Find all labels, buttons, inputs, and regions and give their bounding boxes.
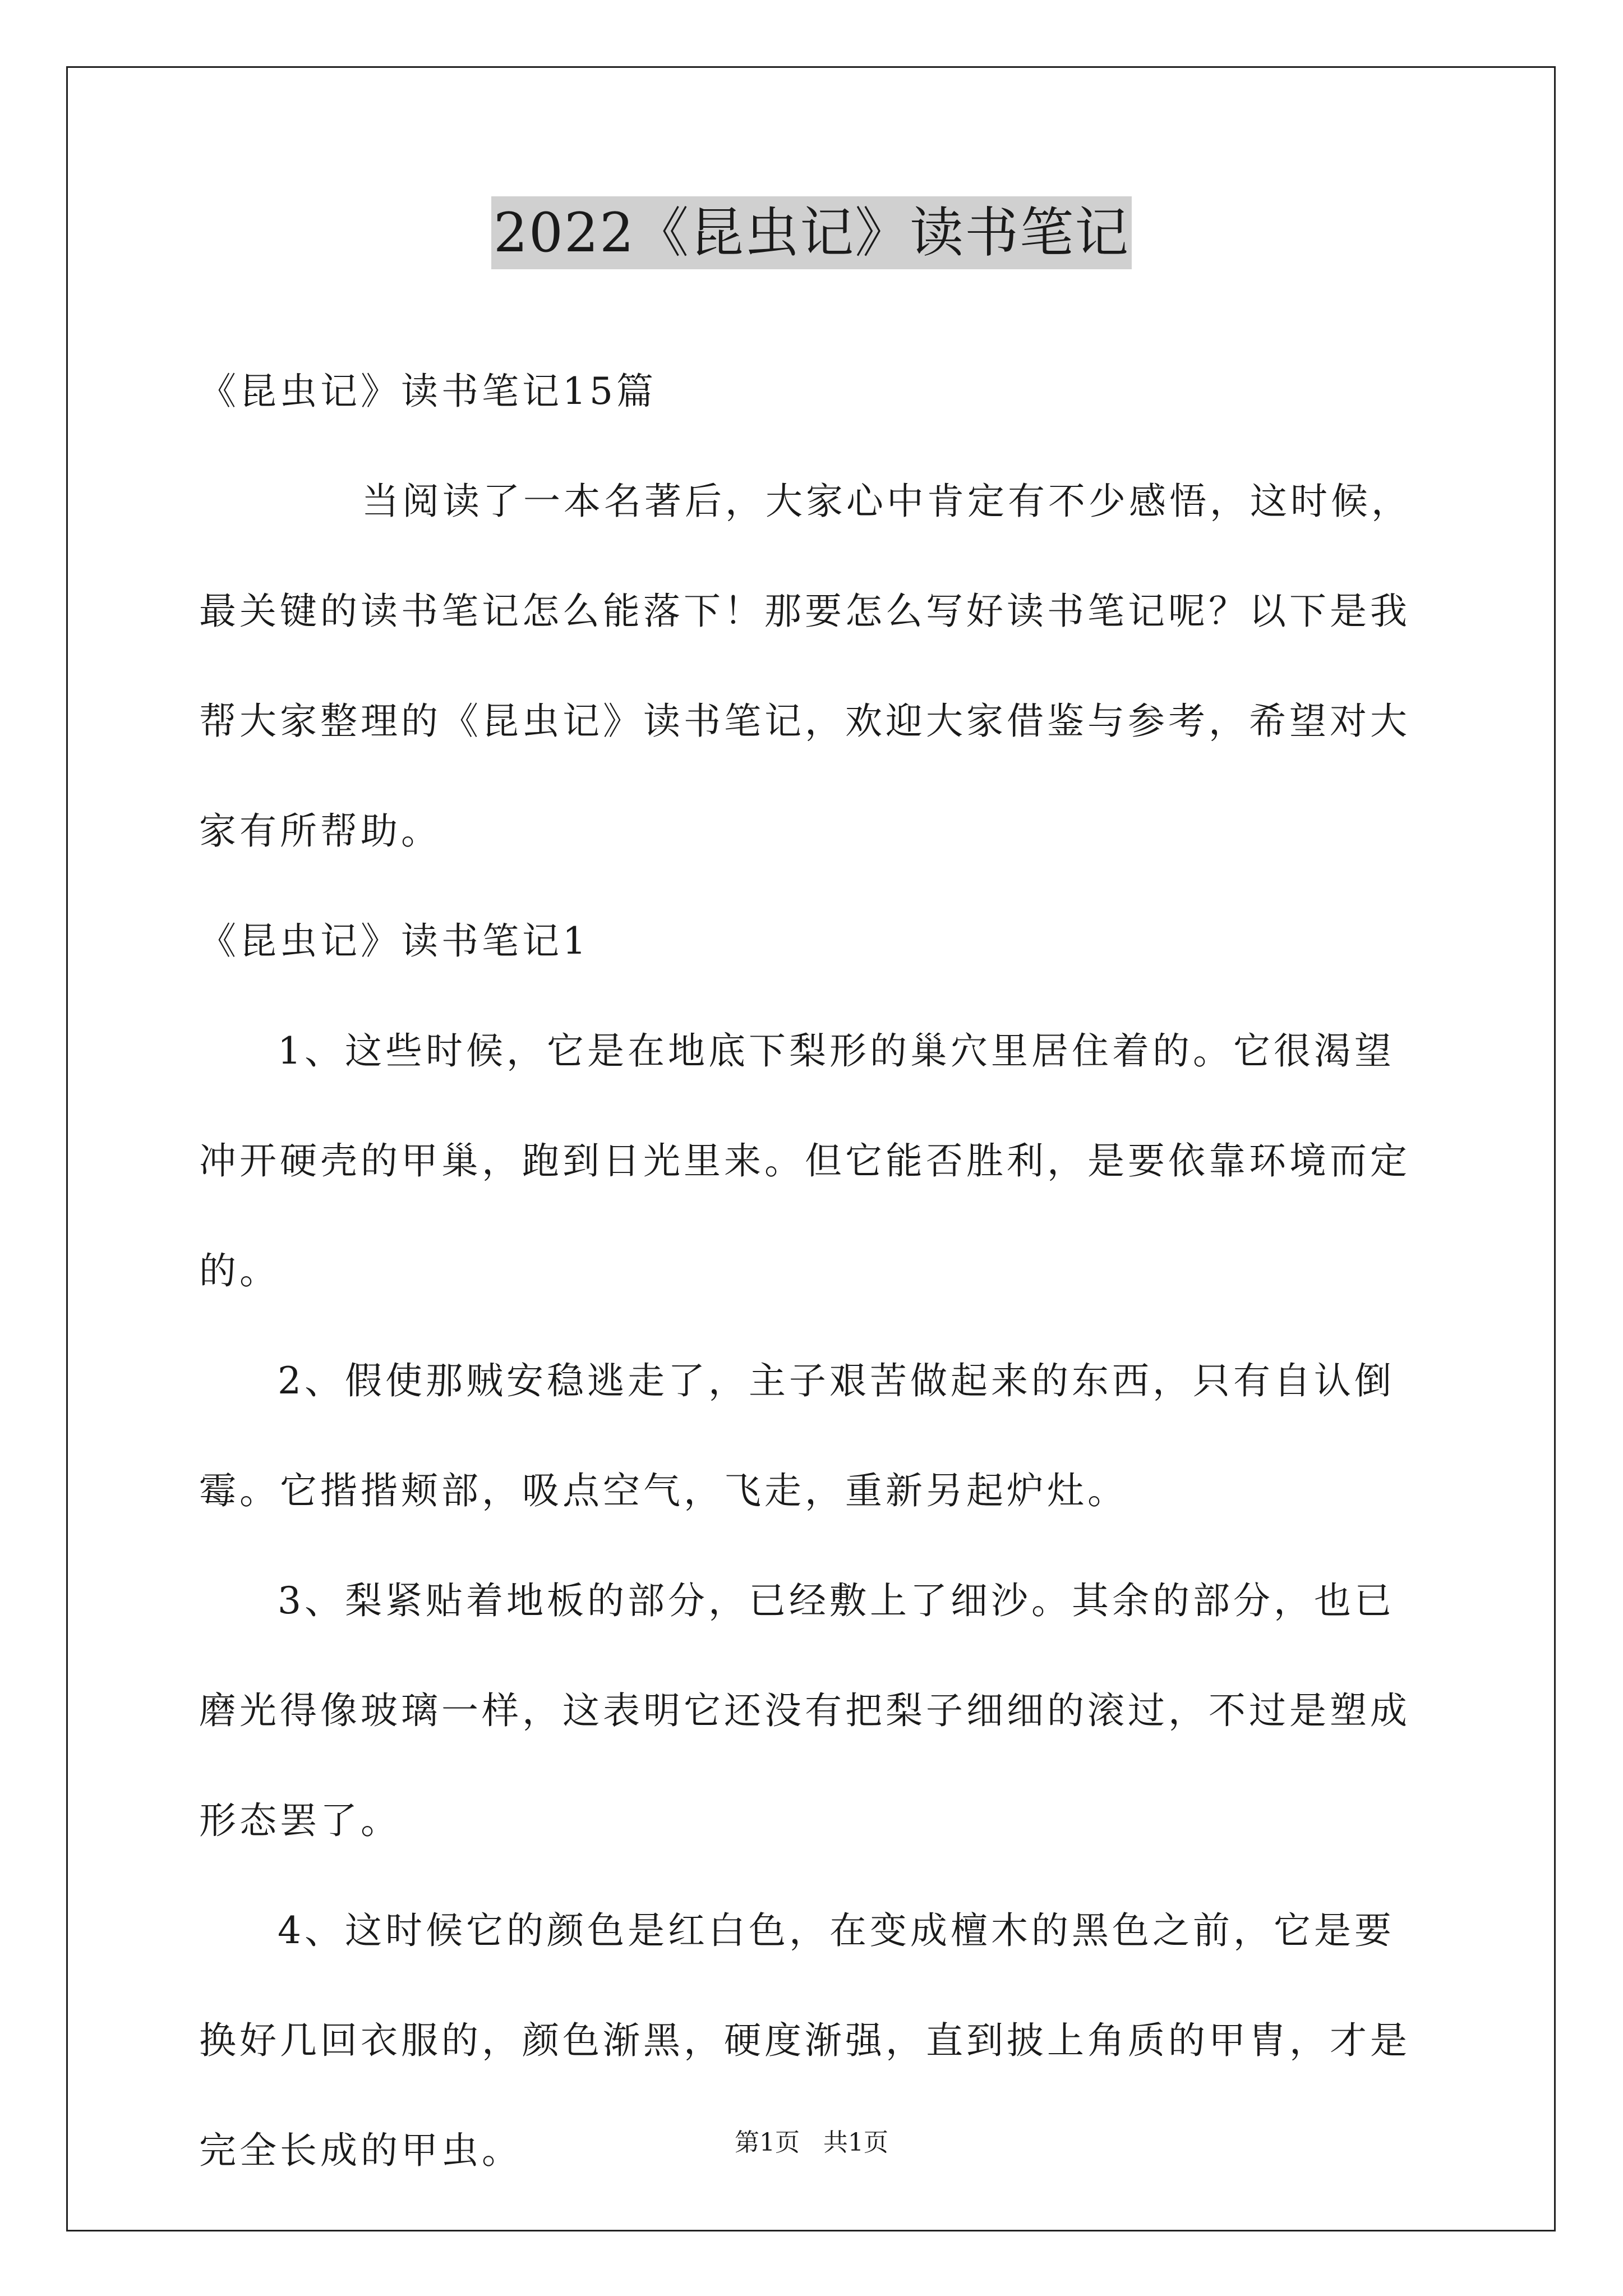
body-paragraph-2[interactable]: 2、假使那贼安稳逃走了，主子艰苦做起来的东西，只有自认倒霉。它揩揩颊部，吸点空气，飞走，重新另起炉灶。 xyxy=(199,1359,1395,1512)
body-paragraph-3[interactable]: 3、梨紧贴着地板的部分，已经敷上了细沙。其余的部分，也已磨光得像玻璃一样，这表明它还没有把梨子细细的滚过，不过是塑成形态罢了。 xyxy=(199,1579,1410,1842)
document-title[interactable]: 2022《昆虫记》读书笔记 xyxy=(491,196,1132,269)
document-subtitle[interactable]: 《昆虫记》读书笔记15篇 xyxy=(199,370,657,413)
body-paragraph-4[interactable]: 4、这时候它的颜色是红白色，在变成檀木的黑色之前，它是要换好几回衣服的，颜色渐黑，硬度渐强，直到披上角质的甲胄，才是完全长成的甲虫。 xyxy=(199,1909,1410,2172)
intro-paragraph[interactable]: 当阅读了一本名著后，大家心中肯定有不少感悟，这时候，最关键的读书笔记怎么能落下！那要怎么写好读书笔记呢？以下是我帮大家整理的《昆虫记》读书笔记，欢迎大家借鉴与参考，希望对大家有所帮助。 xyxy=(199,480,1412,853)
page-footer: 第1页 共1页 xyxy=(735,2128,888,2157)
title-container xyxy=(0,196,1623,269)
body-paragraph-1[interactable]: 1、这些时候，它是在地底下梨形的巢穴里居住着的。它很渴望冲开硬壳的甲巢，跑到日光里来。但它能否胜利，是要依靠环境而定的。 xyxy=(199,1029,1410,1292)
document-body xyxy=(199,337,1433,2206)
section-heading[interactable]: 《昆虫记》读书笔记1 xyxy=(199,919,589,963)
